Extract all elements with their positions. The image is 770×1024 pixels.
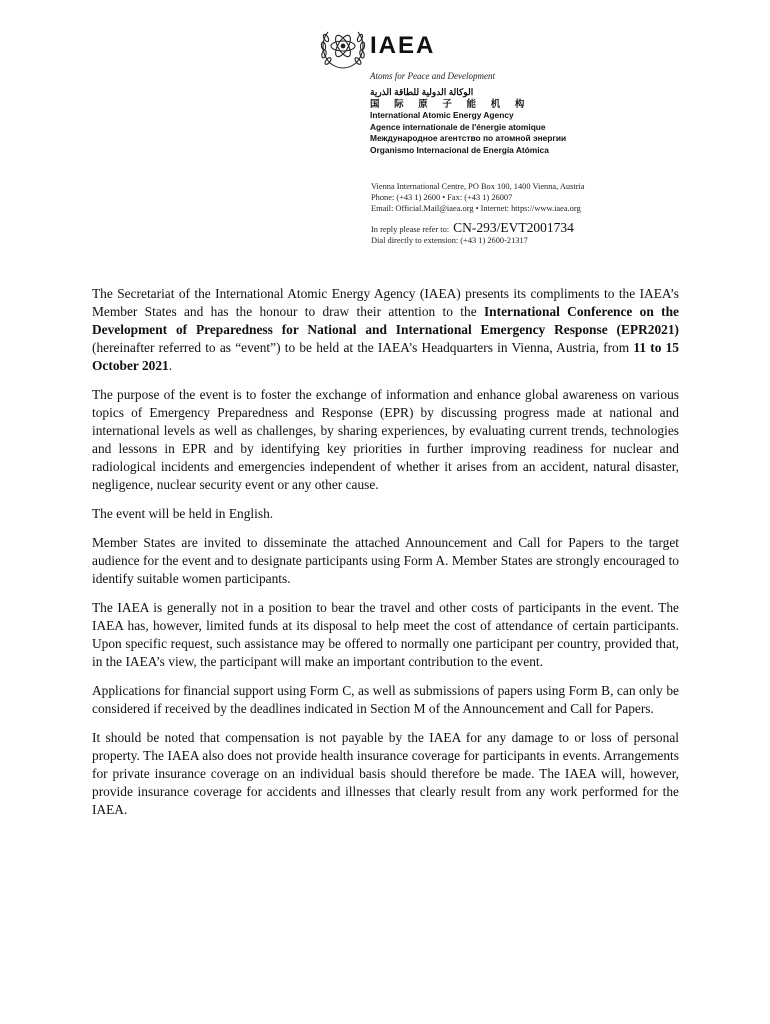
agency-name-spanish: Organismo Internacional de Energía Atómica [370, 144, 549, 155]
tagline: Atoms for Peace and Development [370, 71, 495, 81]
extension-line: Dial directly to extension: (+43 1) 2600-21317 [371, 236, 528, 245]
agency-name-english: International Atomic Energy Agency [370, 110, 514, 121]
letter-body [92, 285, 679, 830]
agency-names [370, 87, 566, 157]
paragraph-financial-support: Applications for financial support using Form C, as well as submissions of papers using Form B, can only be considered if received by the deadlines indicated in Section M of the Announcement and Call for Papers. [92, 683, 679, 716]
paragraph-invitation: Member States are invited to disseminate the attached Announcement and Call for Papers to the target audience for the event and to designate participants using Form A. Member States are strongly encouraged to identify suitable women participants. [92, 535, 679, 586]
conference-title: International Conference on the Development of Preparedness for National and International Emergency Response (EPR2021) [92, 304, 679, 337]
agency-name-french: Agence internationale de l'énergie atomique [370, 121, 546, 132]
paragraph-language: The event will be held in English. [92, 506, 274, 521]
contact-line: Phone: (+43 1) 2600 • Fax: (+43 1) 26007 [371, 193, 513, 202]
reply-label: In reply please refer to: [371, 225, 450, 234]
org-acronym: IAEA [370, 32, 436, 59]
intro-period: . [168, 358, 173, 373]
paragraph-purpose: The purpose of the event is to foster the exchange of information and enhance global awareness on various topics of Emergency Preparedness and Response (EPR) by discussing progress made at national and international levels as well as challenges, by sharing experiences, by evaluating current trends, technologies and lessons in EPR and by identifying key priorities in further improving readiness for nuclear and radiological incidents and emergencies independent of whether it arises from an accident, natural disaster, negligence, nuclear security event or any other cause. [92, 387, 679, 492]
agency-name-chinese: 国 际 原 子 能 机 构 [370, 98, 531, 110]
atom-olive-wreath-icon [318, 24, 368, 70]
email-line: Email: Official.Mail@iaea.org • Internet: https://www.iaea.org [371, 204, 581, 213]
intro-text: The Secretariat of the International Atomic Energy Agency (IAEA) presents its compliments to the IAEA’s Member States and has the honour to draw their attention to the [92, 286, 679, 319]
paragraph-intro [92, 285, 679, 375]
reference-number: CN-293/EVT2001734 [453, 220, 574, 235]
address-block [371, 181, 585, 214]
paragraph-costs: The IAEA is generally not in a position to bear the travel and other costs of participants in the event. The IAEA has, however, limited funds at its disposal to help meet the cost of attendance of certain participants. Upon specific request, such assistance may be offered to normally one participant per country, provided that, in the IAEA’s view, the participant will make an important contribution to the event. [92, 600, 679, 669]
agency-name-arabic: الوكالة الدولية للطاقة الذرية [370, 87, 474, 97]
agency-name-russian: Международное агентство по атомной энергии [370, 133, 567, 144]
intro-text-cont: (hereinafter referred to as “event”) to be held at the IAEA’s Headquarters in Vienna, Austria, from [92, 340, 634, 355]
event-dates: 11 to 15 October 2021 [92, 340, 679, 373]
paragraph-insurance: It should be noted that compensation is not payable by the IAEA for any damage to or loss of personal property. The IAEA also does not provide health insurance coverage for participants in events. Arrangements for private insurance coverage on an individual basis should therefore be made. The IAEA will, however, provide insurance coverage for accidents and illnesses that clearly result from any work performed for the IAEA. [92, 730, 679, 817]
reply-reference-block [371, 220, 574, 245]
address-line: Vienna International Centre, PO Box 100, 1400 Vienna, Austria [371, 182, 585, 191]
